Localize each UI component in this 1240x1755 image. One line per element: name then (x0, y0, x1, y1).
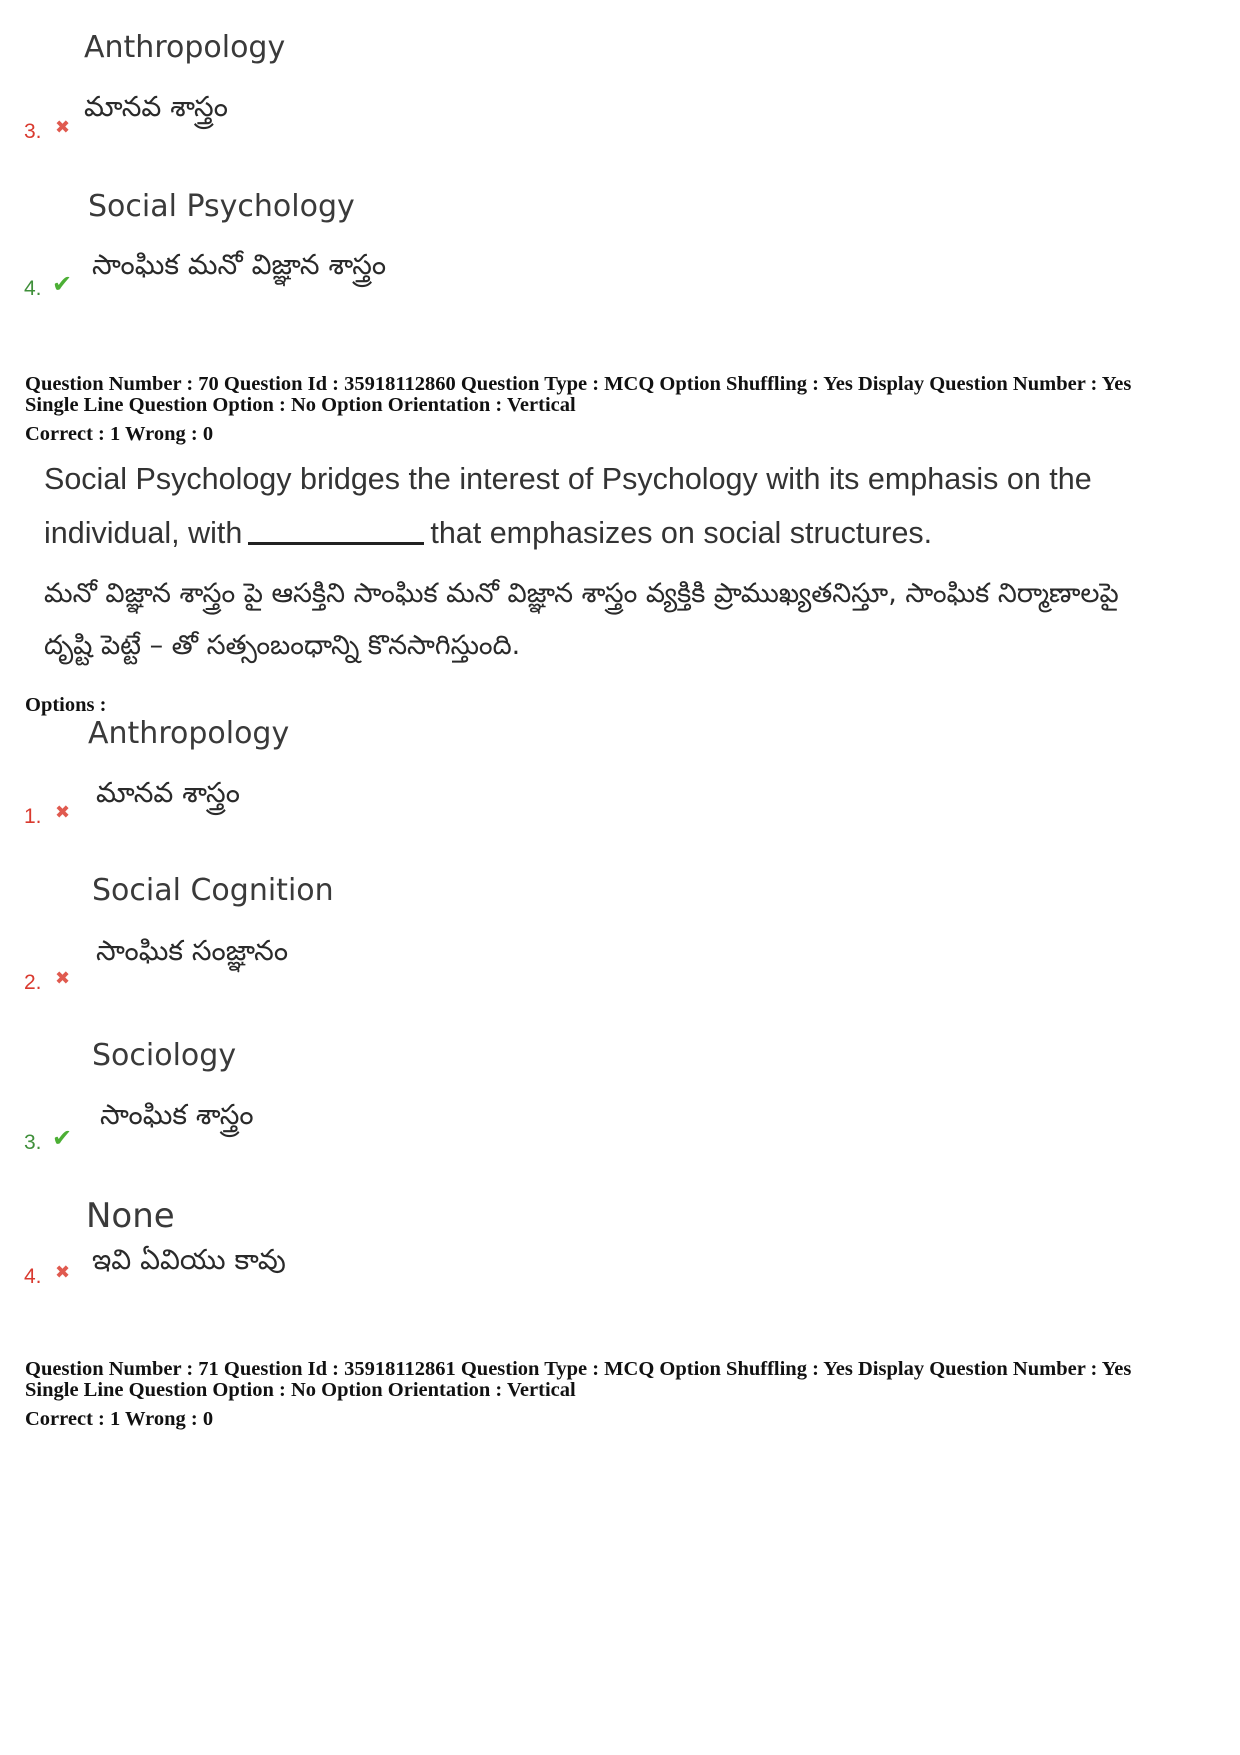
option-telugu-text: ఇవి ఏవియు కావు (92, 1243, 286, 1276)
option-english-text: Anthropology (88, 716, 290, 751)
question-marks: Correct : 1 Wrong : 0 (25, 423, 214, 445)
question-text-part2: that emphasizes on social structures. (430, 516, 933, 550)
question-meta-line2: Single Line Question Option : No Option Orientation : Vertical (25, 394, 576, 416)
option-telugu-text: సాంఘిక శాస్త్రం (100, 1098, 254, 1131)
correct-check-icon: ✔ (52, 270, 73, 298)
option-number: 3. (24, 120, 42, 143)
question-text-english-line2 (44, 516, 932, 551)
option-telugu-text: సాంఘిక సంజ్ఞానం (96, 934, 289, 967)
option-english-text: Social Psychology (88, 189, 355, 224)
option-telugu-text: మానవ శాస్త్రం (84, 90, 228, 123)
wrong-mark-icon: ✖ (55, 802, 71, 823)
option-english-text: Anthropology (84, 30, 286, 65)
question-meta-line1: Question Number : 70 Question Id : 35918112860 Question Type : MCQ Option Shuffling : Yes Display Question Number : Yes (25, 373, 1132, 395)
option-number: 3. (24, 1131, 42, 1154)
options-label: Options : (25, 694, 107, 716)
option-english-text: Social Cognition (92, 873, 334, 908)
question-text-telugu-line2: దృష్టి పెట్టే – తో సత్సంబంధాన్ని కొనసాగిస్తుంది. (44, 630, 521, 661)
correct-check-icon: ✔ (52, 1124, 73, 1152)
question-text-english-line1: Social Psychology bridges the interest of Psychology with its emphasis on the (44, 462, 1092, 496)
option-number: 2. (24, 971, 42, 994)
option-number: 4. (24, 277, 42, 300)
option-number: 4. (24, 1265, 42, 1288)
wrong-mark-icon: ✖ (55, 1262, 71, 1283)
fill-in-blank (248, 542, 424, 545)
option-number: 1. (24, 805, 42, 828)
option-telugu-text: సాంఘిక మనో విజ్ఞాన శాస్త్రం (92, 248, 387, 281)
option-english-text: Sociology (92, 1038, 237, 1073)
question-text-telugu-line1: మనో విజ్ఞాన శాస్త్రం పై ఆసక్తిని సాంఘిక మనో విజ్ఞాన శాస్త్రం వ్యక్తికి ప్రాముఖ్యతనిస్తూ, సాంఘిక నిర్మాణాలపై (44, 578, 1119, 609)
option-english-text: None (86, 1196, 175, 1236)
question-meta-line2: Single Line Question Option : No Option Orientation : Vertical (25, 1379, 576, 1401)
wrong-mark-icon: ✖ (55, 117, 71, 138)
question-text-part1: individual, with (44, 516, 243, 550)
option-telugu-text: మానవ శాస్త్రం (96, 776, 240, 809)
wrong-mark-icon: ✖ (55, 968, 71, 989)
question-meta-line1: Question Number : 71 Question Id : 35918112861 Question Type : MCQ Option Shuffling : Yes Display Question Number : Yes (25, 1358, 1132, 1380)
question-marks: Correct : 1 Wrong : 0 (25, 1408, 214, 1430)
